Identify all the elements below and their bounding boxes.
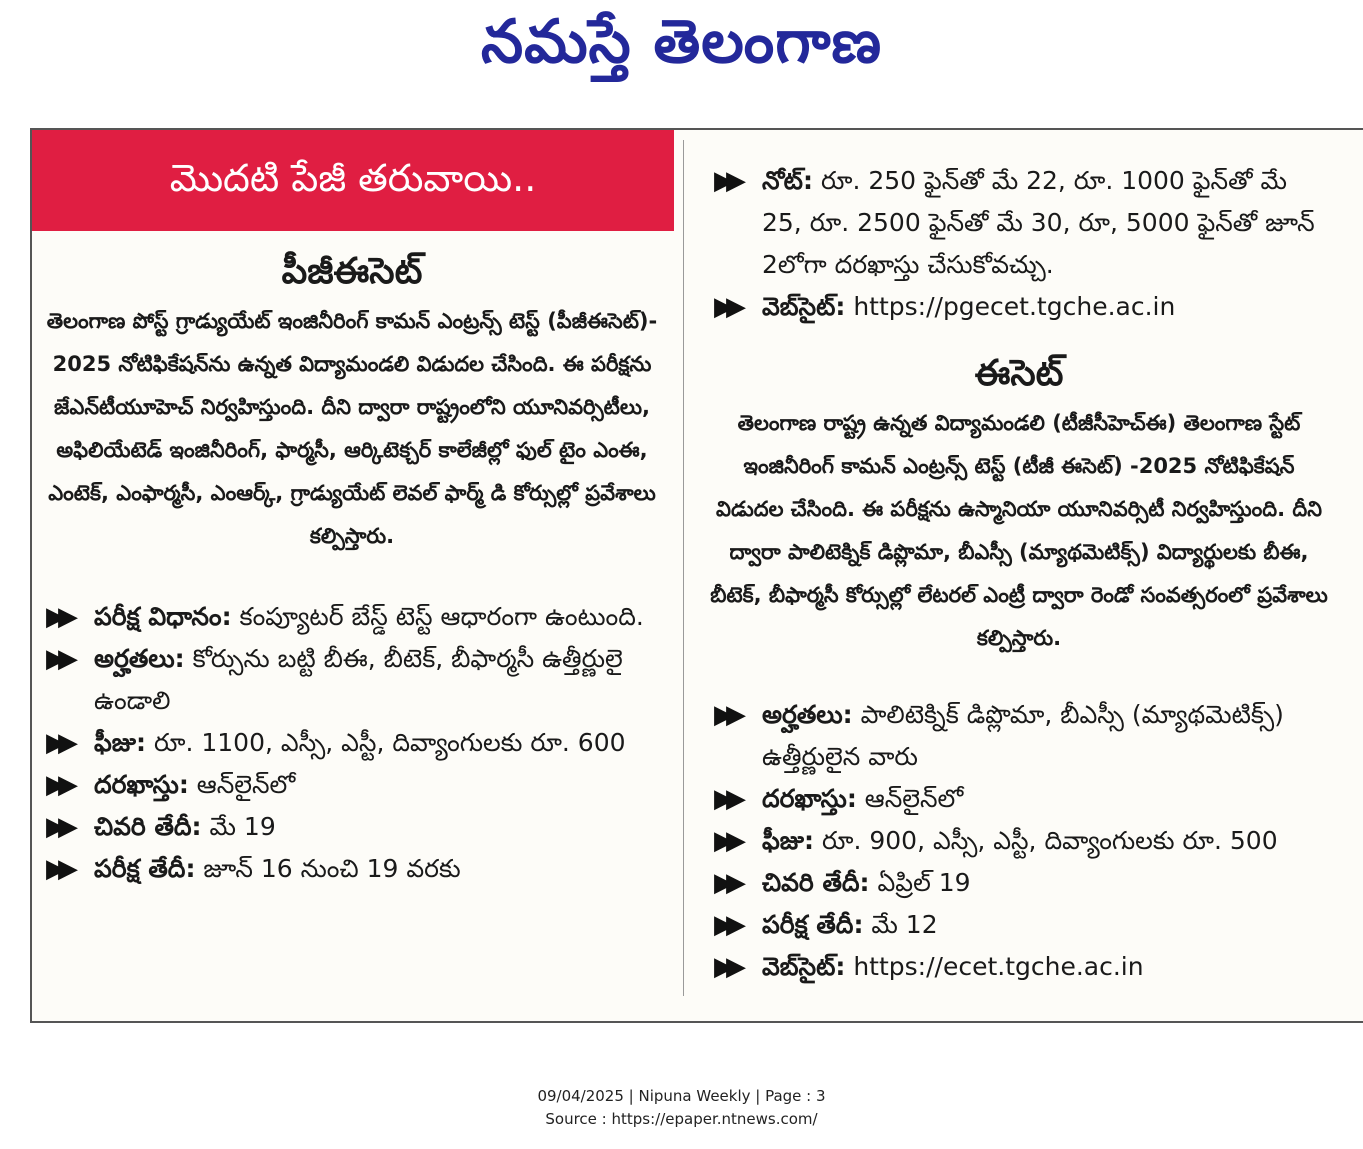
double-arrow-icon: ▶▶	[714, 910, 738, 940]
column-divider	[683, 140, 684, 996]
ecet-intro: తెలంగాణ రాష్ట్ర ఉన్నత విద్యామండలి (టీజీసీహెచ్ఈ) తెలంగాణ స్టేట్ ఇంజినీరింగ్ కామన్ ఎంట్రన్స్ టెస్ట్ (టీజీ ఈసెట్) -2025 నోటిఫికేషన్ విడుదల చేసింది. ఈ పరీక్షను ఉస్మానియా యూనివర్సిటీ నిర్వహిస్తుంది. దీని ద్వారా పాలిటెక్నిక్ డిప్లొమా, బీఎస్సీ (మ్యాథమెటిక్స్) విద్యార్థులకు బీఈ, బీటెక్, బీఫార్మసీ కోర్సుల్లో లేటరల్ ఎంట్రీ ద్వారా రెండో సంవత్సరంలో ప్రవేశాలు కల్పిస్తారు.	[710, 411, 1328, 650]
double-arrow-icon: ▶▶	[714, 952, 738, 982]
article-clipping	[30, 128, 1363, 1023]
page-footer	[0, 1085, 1363, 1131]
masthead-logo: నమస్తే తెలంగాణ	[480, 7, 883, 77]
continued-banner: మొదటి పేజీ తరువాయి..	[32, 130, 674, 231]
double-arrow-icon: ▶▶	[714, 868, 738, 898]
list-item: ▶▶ చివరి తేదీ: మే 19	[42, 806, 662, 848]
double-arrow-icon: ▶▶	[46, 602, 70, 632]
ecet-details-list	[710, 694, 1328, 988]
double-arrow-icon: ▶▶	[46, 728, 70, 758]
list-item: ▶▶ అర్హతలు: కోర్సును బట్టి బీఈ, బీటెక్, బీఫార్మసీ ఉత్తీర్ణులై ఉండాలి	[42, 638, 662, 722]
double-arrow-icon: ▶▶	[46, 644, 70, 674]
double-arrow-icon: ▶▶	[714, 826, 738, 856]
list-item: ▶▶ దరఖాస్తు: ఆన్‌లైన్‌లో	[710, 778, 1328, 820]
list-item: ▶▶ వెబ్‌సైట్: https://pgecet.tgche.ac.in	[710, 286, 1328, 328]
double-arrow-icon: ▶▶	[714, 166, 738, 196]
double-arrow-icon: ▶▶	[714, 784, 738, 814]
list-item: ▶▶ పరీక్ష తేదీ: మే 12	[710, 904, 1328, 946]
pgecet-column	[42, 248, 662, 890]
list-item: ▶▶ అర్హతలు: పాలిటెక్నిక్ డిప్లొమా, బీఎస్సీ (మ్యాథమెటిక్స్) ఉత్తీర్ణులైన వారు	[710, 694, 1328, 778]
ecet-website-link[interactable]: https://ecet.tgche.ac.in	[853, 952, 1144, 981]
double-arrow-icon: ▶▶	[714, 292, 738, 322]
list-item: ▶▶ ఫీజు: రూ. 1100, ఎస్సీ, ఎస్టీ, దివ్యాంగులకు రూ. 600	[42, 722, 662, 764]
ecet-column	[710, 160, 1328, 988]
double-arrow-icon: ▶▶	[46, 854, 70, 884]
footer-publication-line: 09/04/2025 | Nipuna Weekly | Page : 3	[537, 1087, 826, 1105]
footer-source-link[interactable]: Source : https://epaper.ntnews.com/	[545, 1110, 818, 1128]
list-item: ▶▶ దరఖాస్తు: ఆన్‌లైన్‌లో	[42, 764, 662, 806]
list-item: ▶▶ పరీక్ష విధానం: కంప్యూటర్ బేస్డ్ టెస్ట్ ఆధారంగా ఉంటుంది.	[42, 596, 662, 638]
list-item: ▶▶ వెబ్‌సైట్: https://ecet.tgche.ac.in	[710, 946, 1328, 988]
pgecet-heading: పీజీఈసెట్	[281, 251, 423, 292]
pgecet-website-link[interactable]: https://pgecet.tgche.ac.in	[853, 292, 1176, 321]
list-item: ▶▶ పరీక్ష తేదీ: జూన్ 16 నుంచి 19 వరకు	[42, 848, 662, 890]
list-item: ▶▶ ఫీజు: రూ. 900, ఎస్సీ, ఎస్టీ, దివ్యాంగులకు రూ. 500	[710, 820, 1328, 862]
double-arrow-icon: ▶▶	[46, 812, 70, 842]
list-item: ▶▶ నోట్: రూ. 250 ఫైన్‌తో మే 22, రూ. 1000 ఫైన్‌తో మే 25, రూ. 2500 ఫైన్‌తో మే 30, రూ, 5000 ఫైన్‌తో జూన్ 2లోగా దరఖాస్తు చేసుకోవచ్చు.	[710, 160, 1328, 286]
double-arrow-icon: ▶▶	[714, 700, 738, 730]
ecet-heading: ఈసెట్	[974, 353, 1064, 394]
list-item: ▶▶ చివరి తేదీ: ఏప్రిల్ 19	[710, 862, 1328, 904]
pgecet-details-list	[42, 596, 662, 890]
double-arrow-icon: ▶▶	[46, 770, 70, 800]
pgecet-note-list	[710, 160, 1328, 328]
pgecet-intro: తెలంగాణ పోస్ట్ గ్రాడ్యుయేట్ ఇంజినీరింగ్ కామన్ ఎంట్రన్స్ టెస్ట్ (పీజీఈసెట్)- 2025 నోటిఫికేషన్‌ను ఉన్నత విద్యామండలి విడుదల చేసింది. ఈ పరీక్షను జేఎన్‌టీయూహెచ్ నిర్వహిస్తుంది. దీని ద్వారా రాష్ట్రంలోని యూనివర్సిటీలు, అఫిలియేటెడ్ ఇంజినీరింగ్, ఫార్మసీ, ఆర్కిటెక్చర్ కాలేజీల్లో ఫుల్ టైం ఎంఈ, ఎంటెక్, ఎంఫార్మసీ, ఎంఆర్క్, గ్రాడ్యుయేట్ లెవల్ ఫార్మ్ డి కోర్సుల్లో ప్రవేశాలు కల్పిస్తారు.	[46, 309, 658, 548]
